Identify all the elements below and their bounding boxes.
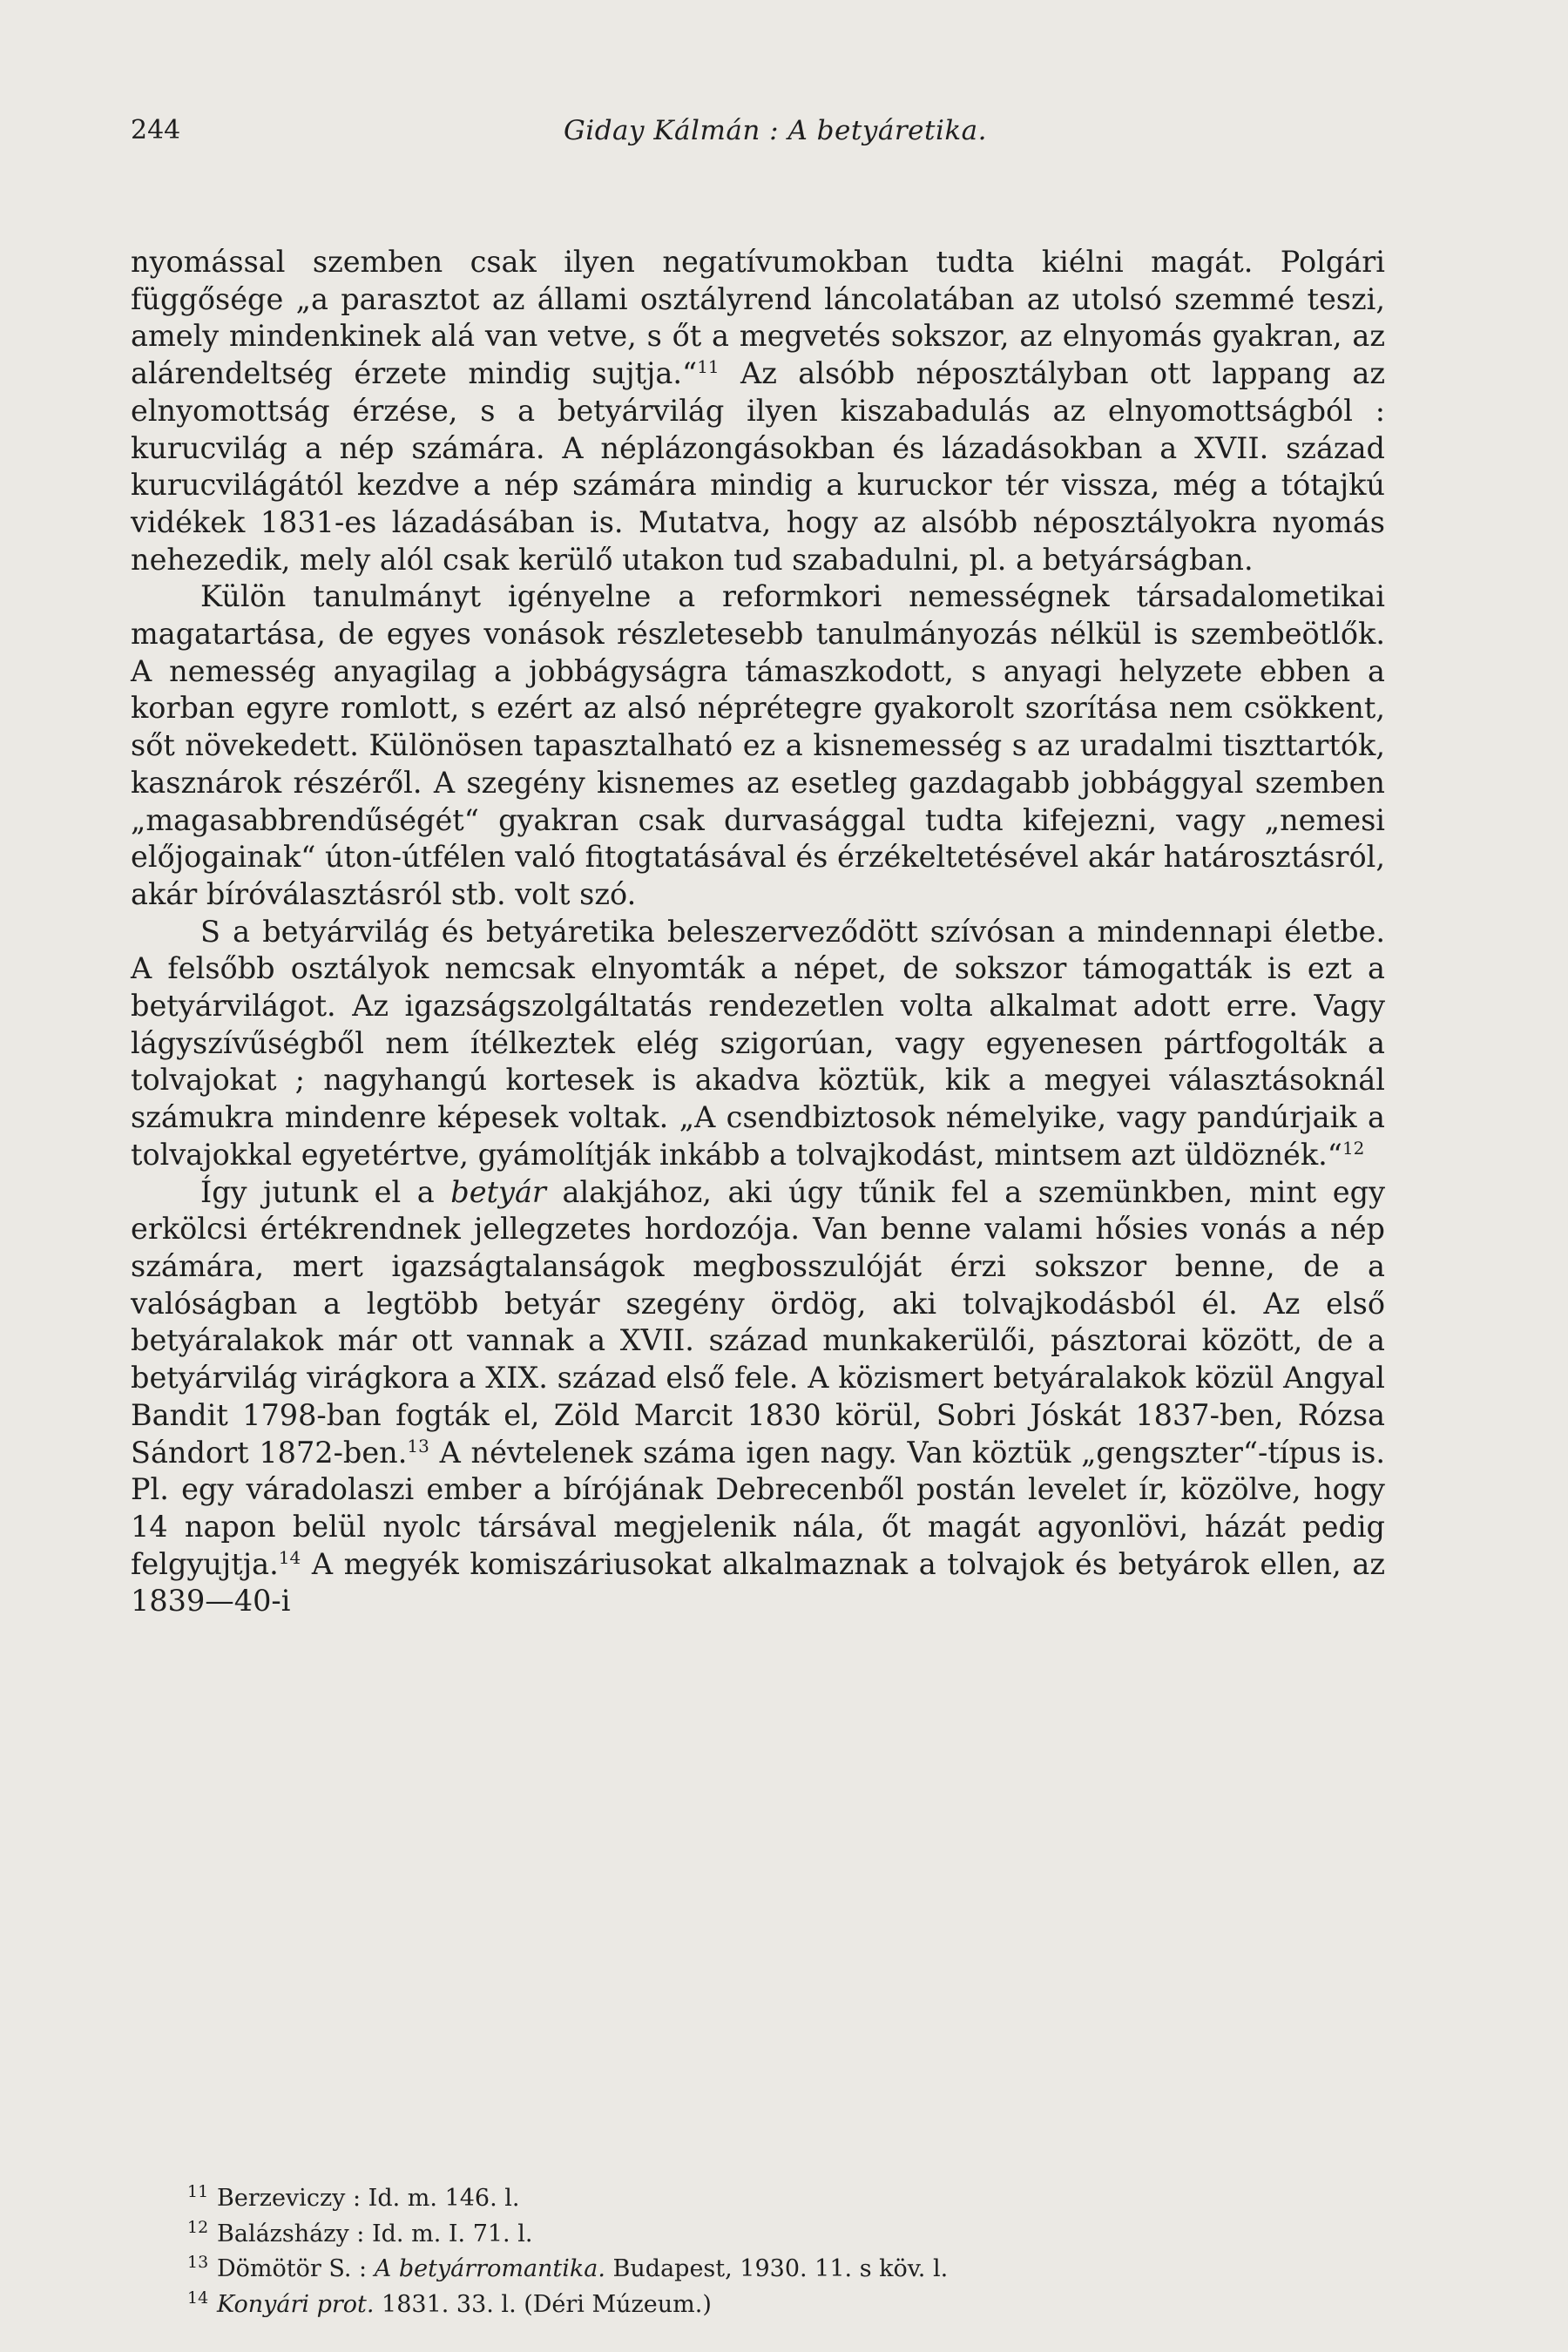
page-number: 244 <box>131 115 181 145</box>
footnote: 12 Balázsházy : Id. m. I. 71. l. <box>187 2217 533 2247</box>
footnote-ref: 14 <box>278 1546 301 1568</box>
page-header <box>131 115 1385 159</box>
footnote-ref: 13 <box>407 1435 429 1456</box>
footnote: 13 Dömötör S. : A betyárromantika. Budapest, 1930. 11. s köv. l. <box>187 2253 949 2282</box>
footnote: 11 Berzeviczy : Id. m. 146. l. <box>187 2182 520 2212</box>
paragraph: S a betyárvilág és betyáretika beleszerveződött szívósan a mindennapi életbe. A felsőbb osztályok nemcsak elnyomták a népet, de sokszor támogatták is ezt a betyárvilágot. Az igazságszolgáltatás rendezetlen volta alkalmat adott erre. Vagy lágyszívűségből nem ítélkeztek elég szigorúan, vagy egyenesen pártfogolták a tolvajokat ; nagyhangú kortesek is akadva köztük, kik a megyei választásoknál számukra mindenre képesek voltak. „A csendbiztosok némelyike, vagy pandúrjaik a tolvajokkal egyetértve, gyámolítják inkább a tolvajkodást, mintsem azt üldöznék.“$^{12}$ <box>131 914 1385 1172</box>
paragraph: nyomással szemben csak ilyen negatívumokban tudta kiélni magát. Polgári függősége „a parasztot az állami osztályrend láncolatában az utolsó szemmé teszi, amely mindenkinek alá van vetve, s őt a megvetés sokszor, az elnyomás gyakran, az alárendeltség érzete mindig sujtja.“$^{11}$ Az alsóbb néposztályban ott lappang az elnyomottság érzése, s a betyárvilág ilyen kiszabadulás az elnyomottságból : kurucvilág a nép számára. A néplázongásokban és lázadásokban a XVII. század kurucvilágától kezdve a nép számára mindig a kuruckor tér vissza, még a tótajkú vidékek 1831-es lázadásában is. Mutatva, hogy az alsóbb néposztályokra nyomás nehezedik, mely alól csak kerülő utakon tud szabadulni, pl. a betyárságban. <box>131 245 1385 577</box>
footnote-ref: 11 <box>697 356 720 378</box>
main-text <box>131 244 1385 1620</box>
paragraph: Külön tanulmányt igényelne a reformkori nemességnek társadalometikai magatartása, de egyes vonások részletesebb tanulmányozás nélkül is szembeötlők. A nemesség anyagilag a jobbágyságra támaszkodott, s anyagi helyzete ebben a korban egyre romlott, s ezért az alsó néprétegre gyakorolt szorítása nem csökkent, sőt növekedett. Különösen tapasztalható ez a kisnemesség s az uradalmi tiszttartók, kasznárok részéről. A szegény kisnemes az esetleg gazdagabb jobbággyal szemben „magasabbrendűségét“ gyakran csak durvasággal tudta kifejezni, vagy „nemesi előjogainak“ úton-útfélen való fitogtatásával és érzékeltetésével akár határosztásról, akár bíróválasztásról stb. volt szó. <box>131 579 1385 911</box>
emphasis: betyár <box>450 1174 546 1209</box>
paragraph: Így jutunk el a betyár alakjához, aki úgy tűnik fel a szemünkben, mint egy erkölcsi értékrendnek jellegzetes hordozója. Van benne valami hősies vonás a nép számára, mert igazságtalanságok megbosszulóját érzi sokszor benne, de a valóságban a legtöbb betyár szegény ördög, aki tolvajkodásból él. Az első betyáralakok már ott vannak a XVII. század munkakerülői, pásztorai között, de a betyárvilág virágkora a XIX. század első fele. A közismert betyáralakok közül Angyal Bandit 1798-ban fogták el, Zöld Marcit 1830 körül, Sobri Jóskát 1837-ben, Rózsa Sándort 1872-ben.$^{13}$ A névtelenek száma igen nagy. Van köztük „gengszter“-típus is. Pl. egy váradolaszi ember a bírójának Debrecenből postán levelet ír, közölve, hogy 14 napon belül nyolc társával megjelenik nála, őt magát agyonlövi, házát pedig felgyujtja.$^{14}$ A megyék komiszáriusokat alkalmaznak a tolvajok és betyárok ellen, az 1839—40-i <box>131 1174 1385 1619</box>
footnote-ref: 12 <box>1342 1137 1365 1159</box>
footnotes <box>187 2178 1320 2319</box>
footnote: 14 Konyári prot. 1831. 33. l. (Déri Múzeum.) <box>187 2288 712 2318</box>
running-title: Giday Kálmán : A betyáretika. <box>564 115 987 146</box>
